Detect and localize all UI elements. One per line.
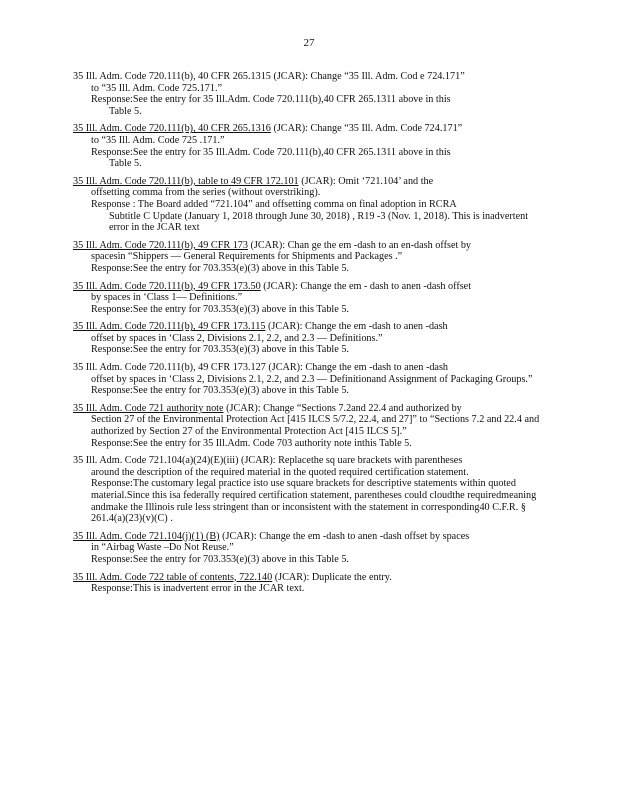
entry-heading-text: 35 Ill. Adm. Code 720.111(b), 40 CFR 265.1315 (JCAR): Change “35 Ill. Adm. Cod e 724.171” [73, 71, 465, 82]
entry-heading [73, 403, 543, 415]
entry-comment-text: in “Airbag Waste –Do Not Reuse.” [91, 542, 234, 554]
entry-response [73, 147, 543, 170]
entry-response [73, 94, 543, 117]
entry-comment-text: by spaces in ‘Class 1— Definitions.” [91, 292, 243, 304]
entry-response-text: Response:See the entry for 703.353(e)(3) above in this Table 5. [91, 553, 349, 565]
comment-entry [73, 176, 543, 234]
entry-response-text: Response:See the entry for 35 Ill.Adm. Code 720.111(b),40 CFR 265.1311 above in this [91, 146, 451, 158]
entry-heading-text: 35 Ill. Adm. Code 721.104(a)(24)(E)(iii) (JCAR): Replacethe sq uare brackets with parentheses [73, 455, 463, 467]
entry-comment-text: offset by spaces in ‘Class 2, Divisions 2.1, 2.2, and 2.3 — Definitions.” [91, 332, 383, 344]
entry-heading-text: (JCAR): Change “35 Ill. Adm. Code 724.171” [270, 123, 463, 135]
entry-heading-text: (JCAR): Change the em -dash to anen -dash [265, 321, 448, 333]
entry-response-continuation: Table 5. [109, 105, 142, 117]
comment-entry [73, 572, 543, 595]
entry-heading-text: (JCAR): Duplicate the entry. [272, 571, 392, 583]
entry-comment-text: Section 27 of the Environmental Protection Act [415 ILCS 5/7.2, 22.4, and 27]” to “Sections 7.2 and 22.4 and authorized by Section 27 of the Environmental Protection Act [415 ILCS 5].” [91, 414, 540, 438]
entry-comment-text: around the description of the required material in the quoted required certification statement. [91, 466, 469, 478]
comment-entry [73, 531, 543, 566]
entry-citation: 35 Ill. Adm. Code 721.104(j)(1) (B) [73, 530, 220, 542]
comment-entry [73, 240, 543, 275]
entry-response-continuation: Table 5. [109, 158, 142, 170]
entry-response-text: Response:See the entry for 35 Ill.Adm. Code 703 authority note inthis Table 5. [91, 437, 412, 449]
comment-entry [73, 71, 543, 117]
comment-entry [73, 403, 543, 449]
entry-citation: 35 Ill. Adm. Code 720.111(b), table to 49 CFR 172.101 [73, 175, 299, 187]
entry-comment-text: to “35 Ill. Adm. Code 725 .171.” [91, 134, 225, 146]
entry-response-text: Response:See the entry for 703.353(e)(3) above in this Table 5. [91, 262, 349, 274]
entry-heading [73, 176, 543, 188]
entry-heading [73, 71, 543, 83]
entry-heading [73, 321, 543, 333]
comment-entry [73, 362, 543, 397]
entry-response [73, 583, 543, 595]
entry-heading [73, 281, 543, 293]
entry-citation: 35 Ill. Adm. Code 722 table of contents, 722.140 [73, 571, 273, 583]
entry-response [73, 478, 543, 524]
entry-heading-text: 35 Ill. Adm. Code 720.111(b), 49 CFR 173.127 (JCAR): Change the em -dash to anen -dash [73, 362, 449, 374]
comment-entry [73, 281, 543, 316]
entry-heading [73, 123, 543, 135]
entry-comment-text: offsetting comma from the series (without overstriking). [91, 187, 321, 199]
entry-response-text: Response : The Board added “721.104” and offsetting comma on final adoption in RCRA [91, 198, 457, 210]
entry-response [73, 199, 543, 234]
entry-citation: 35 Ill. Adm. Code 721 authority note [73, 402, 224, 414]
entry-heading [73, 455, 543, 467]
entry-comment-text: spacesin “Shippers — General Requirements for Shipments and Packages .” [91, 251, 403, 263]
entry-citation: 35 Ill. Adm. Code 720.111(b), 49 CFR 173.50 [73, 280, 261, 292]
entry-response [73, 304, 543, 316]
entry-citation: 35 Ill. Adm. Code 720.111(b), 49 CFR 173 [73, 239, 248, 251]
entry-heading [73, 240, 543, 252]
entry-response-text: Response:This is inadvertent error in the JCAR text. [91, 583, 305, 595]
entry-response-text: Response:See the entry for 703.353(e)(3) above in this Table 5. [91, 303, 349, 315]
entry-heading-text: (JCAR): Change the em - dash to anen -dash offset [260, 280, 472, 292]
entry-heading [73, 572, 543, 584]
entry-comment-text: offset by spaces in ‘Class 2, Divisions 2.1, 2.2, and 2.3 — Definitionand Assignment of Packaging Groups.” [91, 373, 533, 385]
entry-comment-text: to “35 Ill. Adm. Code 725.171.” [91, 82, 223, 94]
entry-response-text: Response:See the entry for 703.353(e)(3) above in this Table 5. [91, 344, 349, 356]
entry-heading-text: (JCAR): Change the em -dash to anen -dash offset by spaces [219, 530, 470, 542]
entry-citation: 35 Ill. Adm. Code 720.111(b), 49 CFR 173.115 [73, 321, 266, 333]
entry-response [73, 554, 543, 566]
comment-entry [73, 321, 543, 356]
entry-response-continuation: Subtitle C Update (January 1, 2018 through June 30, 2018) , R19 -3 (Nov. 1, 2018). This is inadvertent error in the JCAR text [109, 210, 529, 234]
entry-heading-text: (JCAR): Chan ge the em -dash to an en-dash offset by [247, 239, 472, 251]
entry-heading-text: (JCAR): Omit ‘721.104’ and the [298, 175, 434, 187]
entry-response [73, 438, 543, 450]
entry-response [73, 263, 543, 275]
entry-response [73, 344, 543, 356]
entry-response-text: Response:The customary legal practice isto use square brackets for descriptive statements within quoted material.Since this isa federally required certification statement, parentheses could cloudthe requiredmeaning andmake the Illinois rule less stringent than or inconsistent with the statement in corresponding40 C.F.R. § 261.4(a)(23)(v)(C) . [91, 478, 537, 525]
comment-entry [73, 123, 543, 169]
entry-heading [73, 362, 543, 374]
entry-response-text: Response:See the entry for 35 Ill.Adm. Code 720.111(b),40 CFR 265.1311 above in this [91, 94, 451, 106]
entry-heading-text: (JCAR): Change “Sections 7.2and 22.4 and authorized by [223, 402, 462, 414]
entry-heading [73, 531, 543, 543]
page-number: 27 [303, 37, 315, 49]
comment-list [73, 71, 543, 601]
comment-entry [73, 455, 543, 525]
entry-response-text: Response:See the entry for 703.353(e)(3) above in this Table 5. [91, 385, 349, 397]
entry-citation: 35 Ill. Adm. Code 720.111(b), 40 CFR 265.1316 [73, 123, 271, 135]
entry-response [73, 385, 543, 397]
